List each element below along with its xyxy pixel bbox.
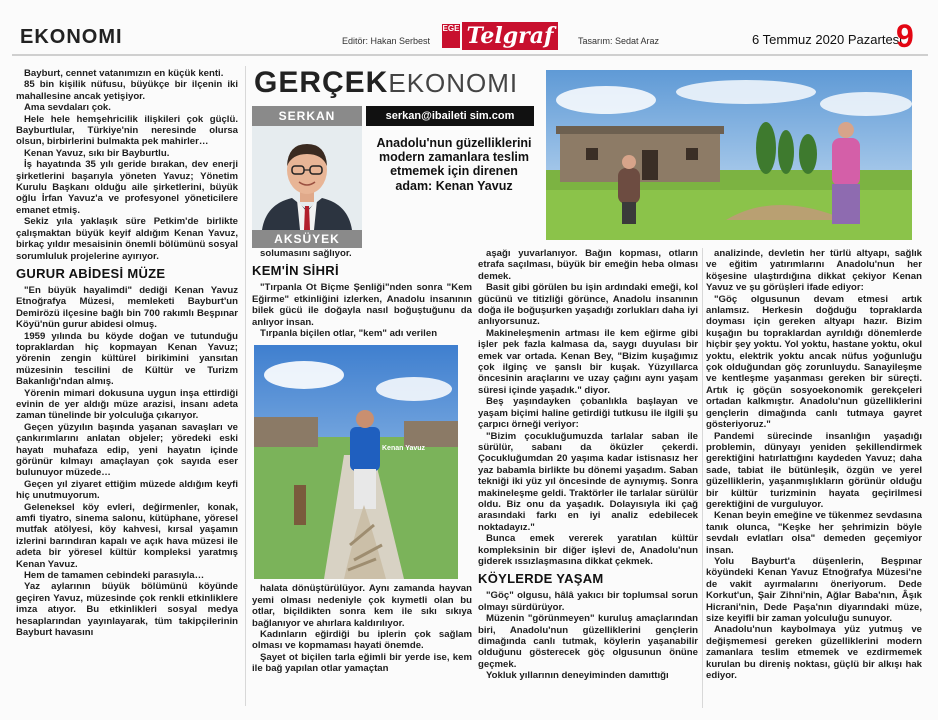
paragraph: Tırpanla biçilen otlar, "kem" adı verilen	[260, 328, 438, 340]
photo-caption: Kenan Yavuz	[382, 445, 426, 452]
paragraph: Yaz aylarının büyük bölümünü köyünde geçiren Yavuz, müzesinde çok renkli etkinliklere imza atıyor. Bu etkinlikleri sosyal medya hesaplarından yayınlayarak, tüm takipçilerinin Bayburt havasını	[16, 581, 238, 639]
article-column-4	[706, 248, 922, 708]
paragraph: solumasını sağlıyor.	[260, 248, 352, 259]
editor-credit: Editör: Hakan Serbest	[342, 36, 431, 46]
paragraph: 1959 yılında bu köyde doğan ve tutunduğu topraklardan hiç kopmayan Kenan Yavuz; yörenin zengin kültürel birikimini yansıtan müzesinin tescilini de Kültür ve Turizm Bakanlığı'ndan almış.	[16, 330, 238, 388]
paragraph: Anadolu'nun kaybolmaya yüz yutmuş ve değişmemesi gereken güzelliklerini modern zamanlara teslim etmemek ve ezdirmemek kurulan bu direniş noktası, güçlü bir alkışı hak ediyor.	[706, 624, 922, 682]
issue-date: 6 Temmuz 2020 Pazartesi	[752, 32, 903, 47]
subheading: KEM'İN SİHRİ	[252, 263, 339, 279]
paragraph: "Göç" olgusu, hâlâ yakıcı bir toplumsal sorun olmayı sürdürüyor.	[478, 590, 698, 613]
column-title-bold: GERÇEK	[254, 66, 389, 99]
logo-telgraf: Telgraf	[462, 22, 558, 50]
newspaper-logo	[442, 22, 558, 50]
paragraph: Yörenin mimari dokusuna uygun inşa ettirdiği evinin de yer aldığı müze arazisi, insanı adeta zaman tünelinde bir yolculuğa çıkarıyor.	[16, 387, 238, 422]
paragraph: halata dönüştürülüyor. Aynı zamanda hayvan yemi olması nedeniyle çok kıymetli olan bu otlar, biçildikten sonra kem ile sıkı sıkıya bağlanıyor ve ahırlara kaldırılıyor.	[252, 583, 472, 629]
paragraph: Kenan Yavuz, sıkı bir Bayburtlu.	[24, 147, 170, 159]
column-divider	[702, 248, 703, 708]
column-title	[254, 66, 518, 100]
logo-ege: EGE	[442, 24, 460, 48]
author-firstname: SERKAN	[252, 106, 362, 126]
page-number: 9	[896, 18, 914, 54]
museum-scene-illustration	[254, 345, 458, 579]
kenan-yavuz-photo	[254, 345, 458, 579]
paragraph: Bunca emek vererek yaratılan kültür kompleksinin bir diğer işlevi de, Anadolu'nun giderek ıssızlaşmasına dikkat çekmek.	[478, 533, 698, 567]
paragraph: Sekiz yıla yaklaşık süre Petkim'de birlikte çalışmaktan büyük keyif aldığım Kenan Yavuz, birkaç yıldır mesaisinin önemli bölümünü sosyal sorumluluk projelerine ayırıyor.	[16, 216, 238, 262]
paragraph: "En büyük hayalimdi" dediği Kenan Yavuz Etnoğrafya Müzesi, memleketi Bayburt'un Demirözü ilçesine bağlı bin 700 rakımlı Beşpınar Köyü'nün gurur abidesi olmuş.	[16, 284, 238, 331]
paragraph: Pandemi sürecinde insanlığın yaşadığı problemin, dünyayı yeniden şekillendirmek gerektiğini hatırlattığını kaydeden Yavuz; daha sade, tabiat ile bütünleşik, özgün ve yerel güzelliklerin, yaşanmışlıkların görünür olduğu bir kültür turizminin hayata geçirilmesi gerektiğini de vurguluyor.	[706, 430, 922, 510]
column-title-light: EKONOMI	[388, 68, 519, 98]
paragraph: Kenan beyin emeğine ve tükenmez sevdasına tanık olunca, "Keşke her şehrimizin böyle sevdalı evlatları olsa" demeden geçemiyor insan.	[706, 510, 922, 556]
paragraph: Ama sevdaları çok.	[24, 102, 111, 114]
paragraph: "Tırpanla Ot Biçme Şenliği"nden sonra "Kem Eğirme" etkinliğini izlerken, Anadolu insanının bilek gücü ile doğayla nasıl boğuştuğunu da anlıyor insan.	[252, 282, 472, 328]
section-title: EKONOMI	[20, 26, 123, 48]
paragraph: Geçen yıl ziyaret ettiğim müzede aldığım keyfi hiç unutmuyorum.	[16, 478, 238, 502]
paragraph: "Bizim çocukluğumuzda tarlalar saban ile sürülür, sabanı da öküzler çekerdi. Çocukluğumdan 20 yaşıma kadar istisnasız her yaz babamla birlikte bu dönemi yaşadım. Saban tekniği iki yüz yıl öncesinde de aynıymış. Sonra makineleşme geldi. Traktörler ile tarlalar sürülür oldu. Biz onu da yaşadık. Dolayısıyla iki çağ arasındaki farkı en iyi analiz edebilecek noktadayız."	[478, 430, 698, 533]
article-column-3	[478, 248, 698, 708]
author-photo	[252, 126, 362, 230]
paragraph: aşağı yuvarlanıyor. Bağın kopması, otların etrafa saçılması, büyük bir emeğin heba olması demek.	[478, 248, 698, 282]
subheading: KÖYLERDE YAŞAM	[478, 571, 604, 587]
paragraph: Kadınların eğirdiği bu iplerin çok sağlam olması ve kopmaması hayati önemde.	[252, 629, 472, 652]
article-headline: Anadolu'nun güzelliklerini modern zamanlara teslim etmemek için direnen adam: Kenan Yavuz	[376, 136, 532, 193]
paragraph: İş hayatında 35 yılı geride bırakan, dev enerji şirketlerini başarıyla yöneten Yavuz; Yönetim Kurulu Başkanı olduğu aile şirketlerini, büyük oğlu İrfan Yavuz'a ve profesyonel yöneticilere emanet etmiş.	[16, 159, 238, 216]
subheading: GURUR ABİDESİ MÜZE	[16, 265, 166, 281]
paragraph: "Göç olgusunun devam etmesi artık anlamsız. Herkesin doğduğu topraklarda doyması için gereken altyapı hazır. Bizim kuşağın bu topraklardan ayrıldığı dönemlerde hiçbir şey yoktu. Yol yoktu, hastane yoktu, okul yoktu, elektrik yoktu ancak nüfus yoğunluğu çok olduğundan göç zorunluydu. Sanayileşme ve kentleşme yaşanması gereken bir süreçti. Artık iç göçün sosyoekonomik gerekçeleri ortadan kalkmıştır. Anadolu'nun güzelliklerini gençlerin dimağında canlı tutmaya gayret gösteriyoruz."	[706, 293, 922, 431]
paragraph: Müzenin "görünmeyen" kuruluş amaçlarından biri, Anadolu'nun güzelliklerini gençlerin dimağında canlı tutmak, köylerin yaşanabilir olduğunu gösterecek göç olgusunun önüne geçmek.	[478, 613, 698, 670]
paragraph: Yolu Bayburt'a düşenlerin, Beşpınar köyündeki Kenan Yavuz Etnoğrafya Müzesi'ne de vakit ayırmalarını öneriyorum. Dede Korkut'un, Şair Zihni'nin, Ağlar Baba'nın, Âşık Hicrani'nin, Dede Paşa'nın diyarındaki müze, size keyifli bir zaman yolculuğu sunuyor.	[706, 555, 922, 624]
author-lastname: AKSÜYEK	[252, 230, 362, 248]
article-column-1	[16, 68, 238, 708]
paragraph: Beş yaşındayken çobanlıkla başlayan ve yaşam biçimi haline getirdiği tutkusu ile ilgili şu çarpıcı örneği veriyor:	[478, 396, 698, 431]
village-photo	[546, 70, 912, 240]
page-header	[12, 14, 928, 56]
paragraph: Hele hele hemşehricilik ilişkileri çok güçlü. Bayburtlular, Türkiye'nin neresinde olursa olsun, birbirlerini bulmakta pek mahirler…	[16, 113, 238, 148]
design-credit: Tasarım: Sedat Araz	[578, 36, 660, 46]
paragraph: 85 bin kişilik nüfusu, büyükçe bir ilçenin iki mahallesine ancak yetişiyor.	[16, 79, 238, 102]
column-divider	[245, 66, 246, 706]
author-portrait-illustration	[252, 126, 362, 230]
paragraph: Yokluk yıllarının deneyiminden damıttığı	[486, 670, 669, 682]
paragraph: Geleneksel köy evleri, değirmenler, konak, amfi tiyatro, sinema salonu, kütüphane, yöresel mutfak atölyesi, köy kahvesi, kırsal yaşamın izlerini barındıran kapalı ve açık hava müzesi ile adeta bir yöresel kültür kompleksi yaratmış Kenan Yavuz.	[16, 501, 238, 570]
paragraph: analizinde, devletin her türlü altyapı, sağlık ve eğitim yatırımlarını Anadolu'nun her köşesine ulaştırdığına dikkat çekiyor Kenan Yavuz ve şu görüşleri ifade ediyor:	[706, 248, 922, 294]
paragraph: Basit gibi görülen bu işin ardındaki emeği, kol gücünü ve titizliği görünce, Anadolu insanının doğa ile boğuşurken yaşadığı zorlukları daha iyi anlıyorsunuz.	[478, 282, 698, 328]
author-email: serkan@ibaileti sim.com	[366, 106, 534, 126]
village-scene-illustration	[546, 70, 912, 240]
paragraph: Şayet ot biçilen tarla eğimli bir yerde ise, kem ile bağ yapılan otlar yamaçtan	[252, 651, 472, 675]
paragraph: Hem de tamamen cebindeki parasıyla…	[24, 570, 205, 582]
paragraph: Geçen yüzyılın başında yaşanan savaşları ve çankırımlarını anlatan objeler; yöredeki eski hayatı muhafaza edip, yeni hayatın içinde görünür kılmayı amaçlayan çok sayıda eser bulunuyor müzede…	[16, 421, 238, 479]
paragraph: Makineleşmenin artması ile kem eğirme gibi işler pek fazla kalmasa da, saygı duyulası bir emek var ortada. Kenan Bey, "Bizim kuşağımız çok ilginç ve şanslı bir kuşak. Yüzyıllarca öncesinin araçlarını ve uzay çağını aynı yaşam süresi içinde yaşadık." diyor.	[478, 327, 698, 396]
paragraph: Bayburt, cennet vatanımızın en küçük kenti.	[24, 68, 224, 79]
